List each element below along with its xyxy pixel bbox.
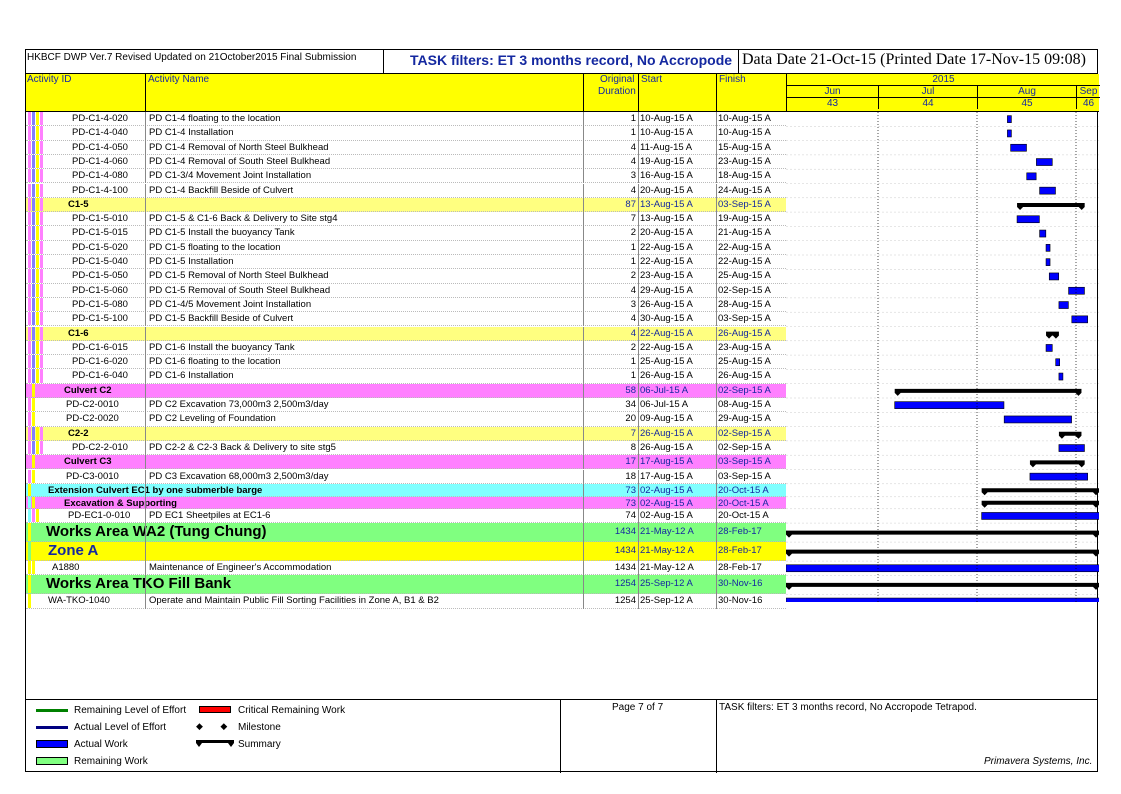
activity-id: Extension Culvert EC1 by one submerble barge xyxy=(48,484,263,496)
finish-date: 02-Sep-15 A xyxy=(718,284,771,296)
summary-bar[interactable] xyxy=(1030,460,1085,467)
finish-date: 08-Aug-15 A xyxy=(718,399,771,410)
activity-name: PD C1-4 Backfill Beside of Culvert xyxy=(149,184,294,196)
activity-row[interactable] xyxy=(26,184,786,198)
actual-work-bar[interactable] xyxy=(1011,144,1027,151)
activity-name: PD C1-5 Installation xyxy=(149,256,234,267)
finish-date: 22-Aug-15 A xyxy=(718,256,771,267)
original-duration: 3 xyxy=(630,298,636,310)
start-date: 09-Aug-15 A xyxy=(640,413,693,425)
start-date: 25-Sep-12 A xyxy=(640,578,693,590)
start-date: 10-Aug-15 A xyxy=(640,113,693,124)
finish-date: 24-Aug-15 A xyxy=(718,184,771,196)
activity-name: PD C2 Leveling of Foundation xyxy=(149,413,276,425)
actual-work-bar[interactable] xyxy=(1059,445,1085,452)
original-duration: 4 xyxy=(630,155,636,167)
actual-work-bar[interactable] xyxy=(1059,373,1063,380)
finish-date: 23-Aug-15 A xyxy=(718,341,771,353)
actual-work-bar[interactable] xyxy=(1069,287,1085,294)
legend-summary: Summary xyxy=(238,739,281,750)
activity-name: PD C1-5 Removal of South Steel Bulkhead xyxy=(149,284,331,296)
finish-date: 28-Feb-17 xyxy=(718,562,762,574)
activity-id: PD-C1-5-020 xyxy=(72,241,128,253)
original-duration: 58 xyxy=(625,384,636,396)
start-date: 02-Aug-15 A xyxy=(640,497,693,509)
original-duration: 20 xyxy=(625,413,636,425)
original-duration: 1 xyxy=(630,256,636,267)
actual-work-bar[interactable] xyxy=(786,598,1099,602)
activity-id: Zone A xyxy=(48,542,99,560)
start-date: 21-May-12 A xyxy=(640,562,694,574)
legend-remaining-work: Remaining Work xyxy=(74,756,148,767)
activity-row[interactable] xyxy=(26,594,786,608)
finish-date: 20-Oct-15 A xyxy=(718,484,769,496)
original-duration: 74 xyxy=(625,509,636,521)
activity-name: PD C2 Excavation 73,000m3 2,500m3/day xyxy=(149,399,329,410)
original-duration: 1 xyxy=(630,370,636,382)
activity-row[interactable] xyxy=(26,155,786,169)
finish-date: 25-Aug-15 A xyxy=(718,356,771,368)
actual-work-swatch xyxy=(36,740,68,748)
actual-work-bar[interactable] xyxy=(982,512,1099,519)
month-jul: Jul xyxy=(879,86,978,98)
finish-date: 02-Sep-15 A xyxy=(718,384,771,396)
activity-row[interactable] xyxy=(26,141,786,155)
original-duration: 2 xyxy=(630,341,636,353)
activity-row[interactable] xyxy=(26,455,786,469)
activity-row[interactable] xyxy=(26,198,786,212)
activity-id: Culvert C2 xyxy=(64,384,112,396)
timescale-header xyxy=(786,74,1099,112)
activity-row[interactable] xyxy=(26,269,786,283)
finish-date: 03-Sep-15 A xyxy=(718,456,771,468)
week-46: 46 xyxy=(1082,98,1095,109)
actual-work-bar[interactable] xyxy=(1049,273,1058,280)
activity-name: PD C1-5 floating to the location xyxy=(149,241,281,253)
finish-date: 25-Aug-15 A xyxy=(718,270,771,282)
original-duration: 2 xyxy=(630,227,636,239)
finish-date: 19-Aug-15 A xyxy=(718,213,771,225)
original-duration: 87 xyxy=(625,198,636,210)
activity-id: PD-C1-5-100 xyxy=(72,313,128,325)
activity-id: PD-C2-0020 xyxy=(66,413,119,425)
start-date: 13-Aug-15 A xyxy=(640,198,693,210)
activity-row[interactable] xyxy=(26,284,786,298)
start-date: 02-Aug-15 A xyxy=(640,509,693,521)
activity-name: PD C1-6 Installation xyxy=(149,370,234,382)
schedule-frame xyxy=(25,49,1098,772)
month-aug: Aug xyxy=(978,86,1077,98)
year-label: 2015 xyxy=(787,74,1100,86)
original-duration: 18 xyxy=(625,470,636,482)
start-date: 19-Aug-15 A xyxy=(640,155,693,167)
summary-bar[interactable] xyxy=(982,501,1099,508)
filter-title: TASK filters: ET 3 months record, No Accropode xyxy=(410,52,733,68)
legend-actual-loe: Actual Level of Effort xyxy=(74,722,167,733)
finish-date: 28-Feb-17 xyxy=(718,526,762,538)
activity-id: PD-C1-4-050 xyxy=(72,141,128,153)
start-date: 10-Aug-15 A xyxy=(640,127,693,139)
activity-name: PD C1-5 Backfill Beside of Culvert xyxy=(149,313,294,325)
start-date: 30-Aug-15 A xyxy=(640,313,693,325)
activity-name: PD C1-3/4 Movement Joint Installation xyxy=(149,170,312,182)
activity-row[interactable] xyxy=(26,542,786,561)
activity-row[interactable] xyxy=(26,312,786,326)
col-activity-id[interactable]: Activity ID xyxy=(27,74,72,85)
activity-id: PD-C2-2-010 xyxy=(72,441,128,453)
legend-actual-work: Actual Work xyxy=(74,739,128,750)
activity-name: PD C1-5 & C1-6 Back & Delivery to Site stg4 xyxy=(149,213,338,225)
finish-date: 10-Aug-15 A xyxy=(718,127,771,139)
activity-row[interactable] xyxy=(26,412,786,426)
start-date: 20-Aug-15 A xyxy=(640,227,693,239)
finish-date: 15-Aug-15 A xyxy=(718,141,771,153)
finish-date: 18-Aug-15 A xyxy=(718,170,771,182)
start-date: 17-Aug-15 A xyxy=(640,470,693,482)
original-duration: 3 xyxy=(630,170,636,182)
start-date: 26-Aug-15 A xyxy=(640,441,693,453)
summary-bar[interactable] xyxy=(1059,432,1082,439)
activity-name: Maintenance of Engineer's Accommodation xyxy=(149,562,332,574)
start-date: 13-Aug-15 A xyxy=(640,213,693,225)
original-duration: 73 xyxy=(625,484,636,496)
start-date: 21-May-12 A xyxy=(640,526,694,538)
activity-row[interactable] xyxy=(26,341,786,355)
summary-bar[interactable] xyxy=(786,583,1099,590)
start-date: 22-Aug-15 A xyxy=(640,241,693,253)
actual-loe-swatch xyxy=(36,726,68,729)
summary-bar[interactable] xyxy=(982,488,1099,495)
actual-work-bar[interactable] xyxy=(786,565,1099,572)
start-date: 20-Aug-15 A xyxy=(640,184,693,196)
start-date: 22-Aug-15 A xyxy=(640,256,693,267)
original-duration: 1434 xyxy=(614,526,636,538)
original-duration: 7 xyxy=(630,427,636,439)
summary-bar[interactable] xyxy=(895,389,1082,396)
start-date: 06-Jul-15 A xyxy=(640,399,689,410)
original-duration: 7 xyxy=(630,213,636,225)
legend-critical-remaining: Critical Remaining Work xyxy=(238,705,346,716)
activity-id: PD-C1-4-020 xyxy=(72,113,128,124)
week-45: 45 xyxy=(978,98,1077,109)
month-sep: Sep xyxy=(1077,86,1100,98)
col-start[interactable]: Start xyxy=(641,74,663,85)
vendor-credit: Primavera Systems, Inc. xyxy=(984,756,1093,767)
activity-id: C1-6 xyxy=(68,327,89,339)
start-date: 11-Aug-15 A xyxy=(640,141,693,153)
actual-work-bar[interactable] xyxy=(1056,359,1060,366)
activity-name: PD C1-5 Removal of North Steel Bulkhead xyxy=(149,270,329,282)
original-duration: 1 xyxy=(630,127,636,139)
actual-work-bar[interactable] xyxy=(1007,116,1011,123)
finish-date: 28-Aug-15 A xyxy=(718,298,771,310)
original-duration: 4 xyxy=(630,184,636,196)
finish-date: 22-Aug-15 A xyxy=(718,241,771,253)
summary-bar[interactable] xyxy=(786,531,1099,538)
actual-work-bar[interactable] xyxy=(1072,316,1088,323)
start-date: 02-Aug-15 A xyxy=(640,484,693,496)
activity-id: A1880 xyxy=(52,562,80,574)
project-title: HKBCF DWP Ver.7 Revised Updated on 21October2015 Final Submission xyxy=(27,52,357,63)
activity-id: PD-C1-5-060 xyxy=(72,284,128,296)
original-duration: 4 xyxy=(630,284,636,296)
activity-name: PD C1-4 Installation xyxy=(149,127,234,139)
filter-note: TASK filters: ET 3 months record, No Accropode Tetrapod. xyxy=(719,702,977,713)
gantt-chart xyxy=(786,112,1099,602)
actual-work-bar[interactable] xyxy=(1027,173,1036,180)
original-duration: 1 xyxy=(630,356,636,368)
actual-work-bar[interactable] xyxy=(1004,416,1071,423)
activity-row[interactable] xyxy=(26,398,786,412)
col-activity-name[interactable]: Activity Name xyxy=(148,74,210,85)
critical-remaining-swatch xyxy=(199,706,231,713)
activity-row[interactable] xyxy=(26,169,786,183)
activity-row[interactable] xyxy=(26,355,786,369)
activity-row[interactable] xyxy=(26,241,786,255)
actual-work-bar[interactable] xyxy=(1017,216,1039,223)
activity-id: Culvert C3 xyxy=(64,456,112,468)
activity-name: PD C1-4/5 Movement Joint Installation xyxy=(149,298,312,310)
actual-work-bar[interactable] xyxy=(1046,244,1050,251)
activity-row[interactable] xyxy=(26,561,786,575)
original-duration: 8 xyxy=(630,441,636,453)
original-duration: 4 xyxy=(630,327,636,339)
start-date: 25-Sep-12 A xyxy=(640,595,693,607)
start-date: 06-Jul-15 A xyxy=(640,384,689,396)
report-header xyxy=(26,50,1097,74)
original-duration: 4 xyxy=(630,141,636,153)
finish-date: 30-Nov-16 xyxy=(718,578,763,590)
activity-name: PD C1-5 Install the buoyancy Tank xyxy=(149,227,295,239)
activity-id: PD-C1-5-080 xyxy=(72,298,128,310)
finish-date: 28-Feb-17 xyxy=(718,545,762,557)
start-date: 29-Aug-15 A xyxy=(640,284,693,296)
activity-id: C2-2 xyxy=(68,427,89,439)
finish-date: 26-Aug-15 A xyxy=(718,327,771,339)
finish-date: 21-Aug-15 A xyxy=(718,227,771,239)
finish-date: 02-Sep-15 A xyxy=(718,427,771,439)
start-date: 22-Aug-15 A xyxy=(640,341,693,353)
activity-row[interactable] xyxy=(26,575,786,594)
month-jun: Jun xyxy=(787,86,879,98)
activity-id: PD-C1-4-060 xyxy=(72,155,128,167)
finish-date: 03-Sep-15 A xyxy=(718,470,771,482)
activity-row[interactable] xyxy=(26,112,786,126)
start-date: 26-Aug-15 A xyxy=(640,427,693,439)
milestone-icon: ◆ ◆ xyxy=(196,721,228,731)
original-duration: 1434 xyxy=(614,545,636,557)
week-43: 43 xyxy=(787,98,879,109)
activity-row[interactable] xyxy=(26,327,786,341)
original-duration: 73 xyxy=(625,497,636,509)
original-duration: 1254 xyxy=(614,578,636,590)
activity-row[interactable] xyxy=(26,523,786,542)
activity-id: PD-C1-5-050 xyxy=(72,270,128,282)
start-date: 23-Aug-15 A xyxy=(640,270,693,282)
start-date: 17-Aug-15 A xyxy=(640,456,693,468)
activity-row[interactable] xyxy=(26,497,786,509)
activity-name: PD EC1 Sheetpiles at EC1-6 xyxy=(149,509,271,521)
activity-row[interactable] xyxy=(26,470,786,484)
activity-name: PD C1-4 Removal of South Steel Bulkhead xyxy=(149,155,331,167)
col-finish[interactable]: Finish xyxy=(719,74,746,85)
legend-milestone: Milestone xyxy=(238,722,281,733)
original-duration: 2 xyxy=(630,270,636,282)
original-duration: 4 xyxy=(630,313,636,325)
actual-work-bar[interactable] xyxy=(1059,302,1068,309)
activity-id: PD-C3-0010 xyxy=(66,470,119,482)
start-date: 26-Aug-15 A xyxy=(640,370,693,382)
activity-row[interactable] xyxy=(26,369,786,383)
finish-date: 20-Oct-15 A xyxy=(718,497,769,509)
finish-date: 02-Sep-15 A xyxy=(718,441,771,453)
activity-id: PD-C2-0010 xyxy=(66,399,119,410)
activity-name: Operate and Maintain Public Fill Sorting Facilities in Zone A, B1 & B2 xyxy=(149,595,439,607)
actual-work-bar[interactable] xyxy=(895,402,1004,409)
finish-date: 26-Aug-15 A xyxy=(718,370,771,382)
finish-date: 20-Oct-15 A xyxy=(718,509,769,521)
start-date: 22-Aug-15 A xyxy=(640,327,693,339)
actual-work-bar[interactable] xyxy=(1036,159,1052,166)
activity-name: PD C3 Excavation 68,000m3 2,500m3/day xyxy=(149,470,329,482)
activity-id: PD-C1-5-040 xyxy=(72,256,128,267)
activity-row[interactable] xyxy=(26,484,786,497)
original-duration: 34 xyxy=(625,399,636,410)
activity-row[interactable] xyxy=(26,384,786,398)
finish-date: 30-Nov-16 xyxy=(718,595,763,607)
legend-remaining-loe: Remaining Level of Effort xyxy=(74,705,187,716)
legend-panel xyxy=(26,699,1097,773)
finish-date: 29-Aug-15 A xyxy=(718,413,771,425)
activity-id: C1-5 xyxy=(68,198,89,210)
finish-date: 23-Aug-15 A xyxy=(718,155,771,167)
column-header xyxy=(26,74,786,112)
activity-id: PD-C1-4-040 xyxy=(72,127,128,139)
summary-icon xyxy=(196,740,234,748)
activity-id: Works Area TKO Fill Bank xyxy=(46,575,232,593)
activity-id: PD-C1-4-080 xyxy=(72,170,128,182)
activity-name: PD C1-6 floating to the location xyxy=(149,356,281,368)
remaining-loe-swatch xyxy=(36,709,68,712)
page-number: Page 7 of 7 xyxy=(612,702,664,713)
summary-bar[interactable] xyxy=(1046,332,1059,339)
actual-work-bar[interactable] xyxy=(1007,130,1011,137)
activity-row[interactable] xyxy=(26,255,786,269)
finish-date: 03-Sep-15 A xyxy=(718,198,771,210)
activity-id: PD-C1-6-020 xyxy=(72,356,128,368)
data-date: Data Date 21-Oct-15 (Printed Date 17-Nov-15 09:08) xyxy=(742,51,1086,68)
original-duration: 1434 xyxy=(614,562,636,574)
activity-row[interactable] xyxy=(26,441,786,455)
actual-work-bar[interactable] xyxy=(1046,344,1052,351)
actual-work-bar[interactable] xyxy=(1030,473,1088,480)
start-date: 16-Aug-15 A xyxy=(640,170,693,182)
activity-id: Works Area WA2 (Tung Chung) xyxy=(46,523,267,541)
actual-work-bar[interactable] xyxy=(1046,259,1050,266)
activity-name: PD C1-4 Removal of North Steel Bulkhead xyxy=(149,141,329,153)
start-date: 25-Aug-15 A xyxy=(640,356,693,368)
activity-id: PD-C1-5-015 xyxy=(72,227,128,239)
activity-row[interactable] xyxy=(26,212,786,226)
summary-bar[interactable] xyxy=(786,550,1099,557)
activity-row[interactable] xyxy=(26,298,786,312)
week-44: 44 xyxy=(879,98,978,109)
activity-name: PD C1-4 floating to the location xyxy=(149,113,281,124)
activity-id: WA-TKO-1040 xyxy=(48,595,110,607)
activity-id: PD-C1-5-010 xyxy=(72,213,128,225)
activity-id: PD-C1-4-100 xyxy=(72,184,128,196)
finish-date: 03-Sep-15 A xyxy=(718,313,771,325)
activity-id: PD-C1-6-015 xyxy=(72,341,128,353)
activity-id: PD-EC1-0-010 xyxy=(68,509,131,521)
original-duration: 1 xyxy=(630,113,636,124)
activity-row[interactable] xyxy=(26,126,786,140)
actual-work-bar[interactable] xyxy=(1040,187,1056,194)
activity-row[interactable] xyxy=(26,226,786,240)
start-date: 21-May-12 A xyxy=(640,545,694,557)
finish-date: 10-Aug-15 A xyxy=(718,113,771,124)
actual-work-bar[interactable] xyxy=(1040,230,1046,237)
activity-row[interactable] xyxy=(26,427,786,441)
remaining-work-swatch xyxy=(36,757,68,765)
summary-bar[interactable] xyxy=(1017,203,1085,210)
activity-name: PD C2-2 & C2-3 Back & Delivery to site stg5 xyxy=(149,441,336,453)
original-duration: 17 xyxy=(625,456,636,468)
col-duration-2: Duration xyxy=(598,86,636,97)
original-duration: 1254 xyxy=(614,595,636,607)
col-duration-1[interactable]: Original xyxy=(600,74,635,85)
activity-id: Excavation & Supporting xyxy=(64,497,177,509)
original-duration: 1 xyxy=(630,241,636,253)
activity-name: PD C1-6 Install the buoyancy Tank xyxy=(149,341,295,353)
activity-row[interactable] xyxy=(26,509,786,523)
start-date: 26-Aug-15 A xyxy=(640,298,693,310)
activity-id: PD-C1-6-040 xyxy=(72,370,128,382)
